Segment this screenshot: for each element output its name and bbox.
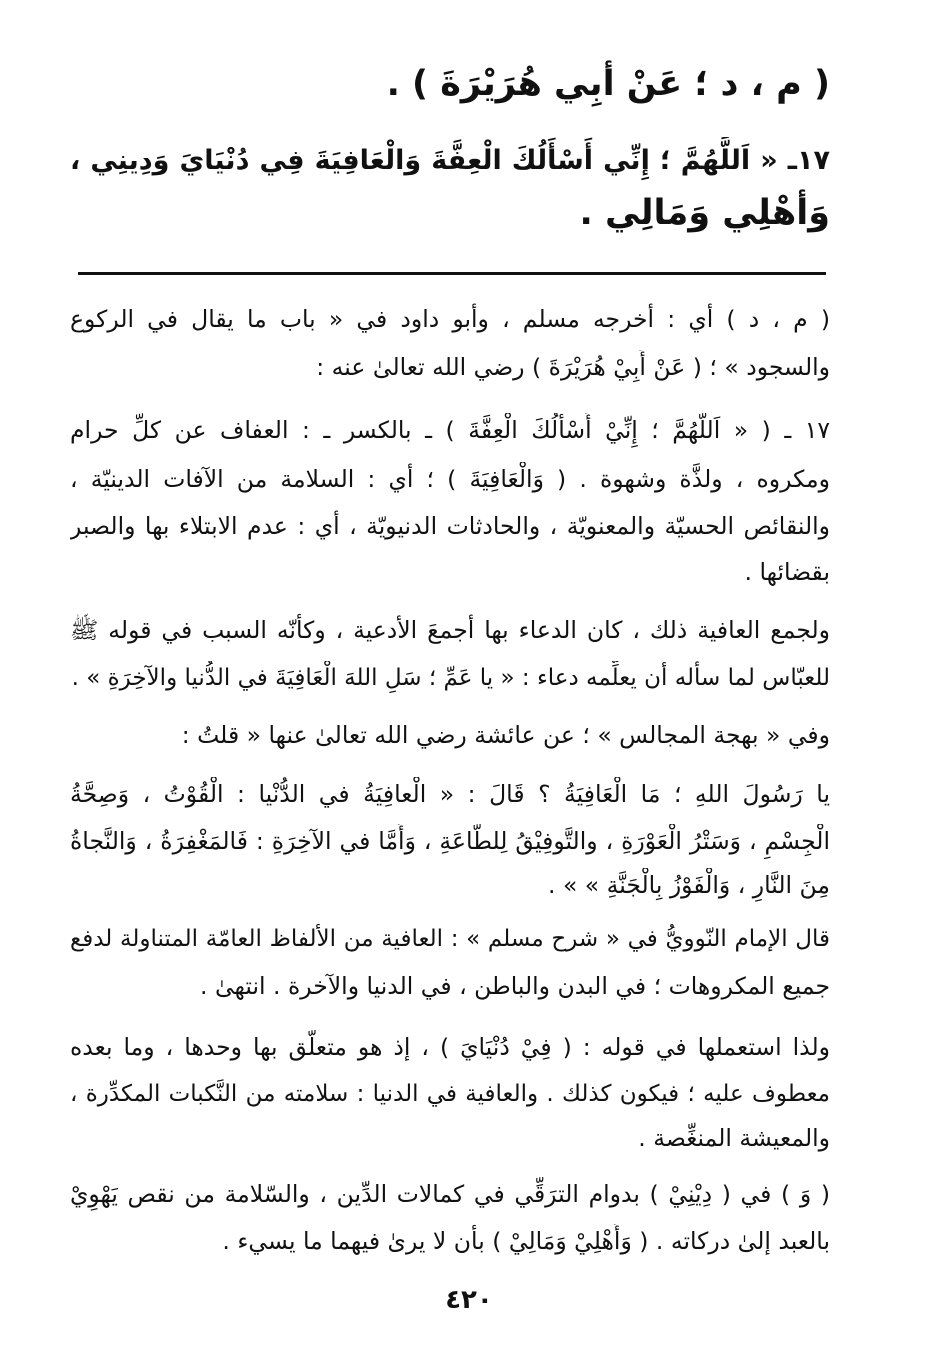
commentary-line: بقضائها .	[744, 558, 830, 586]
commentary-line: قال الإمام النّوويُّ في « شرح مسلم » : العافية من الألفاظ العامّة المتناولة لدفع	[70, 926, 830, 952]
commentary-line: بالعبد إلىٰ دركاته . ( وَأَهْلِيْ وَمَالِيْ ) بأن لا يرىٰ فيهما ما يسيء .	[222, 1227, 830, 1255]
commentary-line: والنقائص الحسيّة والمعنويّة ، والحادثات الدنيويّة ، أي : عدم الابتلاء بها والصبر	[70, 512, 830, 540]
commentary-line: ( وَ ) في ( دِيْنِيْ ) بدوام الترَقِّي في كمالات الدِّين ، والسّلامة من نقص يَهْوِيْ	[70, 1180, 830, 1208]
commentary-line: والمعيشة المنغِّصة .	[638, 1124, 830, 1152]
hadith-source-line: ( م ، د ؛ عَنْ أَبِي هُرَيْرَةَ ) .	[386, 64, 830, 104]
commentary-line: يا رَسُولَ اللهِ ؛ مَا الْعَافِيَةُ ؟ قَالَ : « الْعافِيَةُ في الدُّنْيا : الْقُوْتُ ، وَصِحَّةُ	[70, 780, 830, 808]
commentary-line: ( م ، د ) أي : أخرجه مسلم ، وأبو داود في « باب ما يقال في الركوع	[70, 305, 830, 333]
commentary-line: ولذا استعملها في قوله : ( فِيْ دُنْيَايَ ) ، إذ هو متعلّق بها وحدها ، وما بعده	[70, 1033, 830, 1061]
page-number: ٤٢٠	[445, 1285, 493, 1315]
hadith-17-line-1: ١٧ـ « اَللَّهُمَّ ؛ إِنِّي أَسْأَلُكَ الْعِفَّةَ وَالْعَافِيَةَ فِي دُنْيَايَ وَدِينِي ،	[70, 145, 830, 176]
separator-rule	[78, 272, 826, 275]
commentary-line: ولجمع العافية ذلك ، كان الدعاء بها أجمعَ الأدعية ، وكأنّه السبب في قوله ﷺ	[70, 616, 830, 644]
hadith-17-line-2: وَأَهْلِي وَمَالِي .	[579, 193, 830, 233]
commentary-line: ومكروه ، ولذَّة وشهوة . ( وَالْعَافِيَةَ ) ؛ أي : السلامة من الآفات الدينيّة ،	[70, 465, 830, 493]
commentary-line: للعبّاس لما سأله أن يعلِّمه دعاء : « يا عَمِّ ؛ سَلِ اللهَ الْعَافِيَةَ في الدُّنيا والآخِرَةِ » .	[71, 665, 830, 691]
commentary-line: مِنَ النَّارِ ، وَالْفَوْزُ بِالْجَنَّةِ » » .	[548, 871, 830, 899]
commentary-line: ١٧ ـ ( « اَللَّهُمَّ ؛ إِنِّيْ أَسْأَلُكَ الْعِفَّةَ ) ـ بالكسر ـ : العفاف عن كلِّ حرام	[70, 416, 830, 444]
commentary-line: والسجود » ؛ ( عَنْ أَبِيْ هُرَيْرَةَ ) رضي الله تعالىٰ عنه :	[316, 353, 830, 381]
commentary-line: وفي « بهجة المجالس » ؛ عن عائشة رضي الله تعالىٰ عنها « قلتُ :	[181, 721, 830, 749]
commentary-line: جميع المكروهات ؛ في البدن والباطن ، في الدنيا والآخرة . انتهىٰ .	[200, 972, 830, 1000]
commentary-line: الْجِسْمِ ، وَسَتْرُ الْعَوْرَةِ ، والتَّوفِيْقُ لِلطَّاعَةِ ، وَأَمَّا في الآخِرَةِ : فَالمَغْفِرَةُ ، وَالنَّجاةُ	[70, 827, 830, 855]
commentary-line: معطوف عليه ؛ فيكون كذلك . والعافية في الدنيا : سلامته من النَّكبات المكدِّرة ،	[70, 1081, 830, 1107]
